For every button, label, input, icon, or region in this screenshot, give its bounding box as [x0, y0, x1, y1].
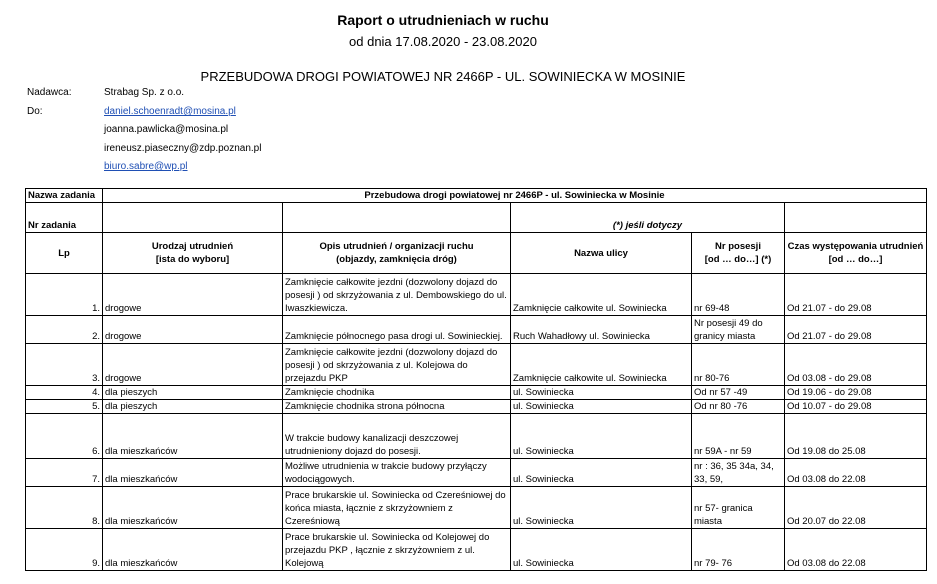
disruption-type: dla mieszkańców	[103, 414, 283, 459]
column-header-time: Czas występowania utrudnień [od … do…]	[785, 233, 927, 274]
column-header-lp: Lp	[26, 233, 103, 274]
time-period: Od 03.08 - do 29.08	[785, 344, 927, 386]
disruption-description: Zamknięcie północnego pasa drogi ul. Sowinieckiej.	[283, 316, 511, 344]
row-number: 6.	[26, 414, 103, 459]
time-period: Od 21.07 - do 29.08	[785, 274, 927, 316]
disruption-description: W trakcie budowy kanalizacji deszczowej utrudnieniony dojazd do posesji.	[283, 414, 511, 459]
street-name: ul. Sowiniecka	[511, 487, 692, 529]
table-row	[26, 459, 927, 487]
table-row	[26, 487, 927, 529]
table-row	[26, 529, 927, 571]
disruption-type: drogowe	[103, 274, 283, 316]
street-name: ul. Sowiniecka	[511, 459, 692, 487]
disruption-type: dla pieszych	[103, 400, 283, 414]
time-period: Od 19.06 - do 29.08	[785, 386, 927, 400]
street-name: Zamknięcie całkowite ul. Sowiniecka	[511, 344, 692, 386]
row-number: 7.	[26, 459, 103, 487]
if-applicable-note: (*) jeśli dotyczy	[511, 203, 785, 233]
table-row	[26, 344, 927, 386]
time-period: Od 20.07 do 22.08	[785, 487, 927, 529]
sender-value: Strabag Sp. z o.o.	[104, 87, 185, 98]
column-header-street: Nazwa ulicy	[511, 233, 692, 274]
table-row	[26, 274, 927, 316]
column-header-type: Urodzaj utrudnień [ista do wyboru]	[103, 233, 283, 274]
time-period: Od 03.08 do 22.08	[785, 459, 927, 487]
row-number: 5.	[26, 400, 103, 414]
task-number-label: Nr zadania	[26, 203, 103, 233]
disruption-description: Prace brukarskie ul. Sowiniecka od Kolejowej do przejazdu PKP , łącznie z skrzyżowniem z ul. Kolejową	[283, 529, 511, 571]
disruption-type: drogowe	[103, 344, 283, 386]
street-name: Ruch Wahadłowy ul. Sowiniecka	[511, 316, 692, 344]
recipient-email-link[interactable]: biuro.sabre@wp.pl	[104, 161, 188, 172]
street-name: ul. Sowiniecka	[511, 529, 692, 571]
property-number: Nr posesji 49 do granicy miasta	[692, 316, 785, 344]
property-number: nr 59A - nr 59	[692, 414, 785, 459]
recipient-email: joanna.pawlicka@mosina.pl	[104, 124, 229, 135]
project-title: PRZEBUDOWA DROGI POWIATOWEJ NR 2466P - UL. SOWINIECKA W MOSINIE	[200, 69, 686, 84]
disruption-type: dla mieszkańców	[103, 459, 283, 487]
row-number: 3.	[26, 344, 103, 386]
row-number: 2.	[26, 316, 103, 344]
report-title: Raport o utrudnieniach w ruchu	[337, 12, 549, 28]
column-header-description: Opis utrudnień / organizacji ruchu (objazdy, zamknięcia dróg)	[283, 233, 511, 274]
report-date-range: od dnia 17.08.2020 - 23.08.2020	[349, 34, 537, 49]
disruption-description: Zamknięcie całkowite jezdni (dozwolony dojazd do posesji ) od skrzyżowania z ul. Dembowskiego do ul. Iwaszkiewicza.	[283, 274, 511, 316]
disruption-description: Zamknięcie chodnika	[283, 386, 511, 400]
property-number: Od nr 57 -49	[692, 386, 785, 400]
recipients-label: Do:	[27, 106, 43, 117]
disruption-description: Zamknięcie chodnika strona północna	[283, 400, 511, 414]
disruption-type: drogowe	[103, 316, 283, 344]
property-number: nr 79- 76	[692, 529, 785, 571]
time-period: Od 03.08 do 22.08	[785, 529, 927, 571]
street-name: Zamknięcie całkowite ul. Sowiniecka	[511, 274, 692, 316]
time-period: Od 10.07 - do 29.08	[785, 400, 927, 414]
street-name: ul. Sowiniecka	[511, 414, 692, 459]
property-number: nr 57- granica miasta	[692, 487, 785, 529]
street-name: ul. Sowiniecka	[511, 400, 692, 414]
disruption-type: dla pieszych	[103, 386, 283, 400]
table-row	[26, 386, 927, 400]
sender-label: Nadawca:	[27, 87, 72, 98]
row-number: 9.	[26, 529, 103, 571]
disruption-description: Zamknięcie całkowite jezdni (dozwolony dojazd do posesji ) od skrzyżowania z ul. Kolejowa do przejazdu PKP	[283, 344, 511, 386]
recipient-email: ireneusz.piaseczny@zdp.poznan.pl	[104, 143, 262, 154]
row-number: 1.	[26, 274, 103, 316]
task-name-value: Przebudowa drogi powiatowej nr 2466P - ul. Sowiniecka w Mosinie	[103, 189, 927, 203]
row-number: 8.	[26, 487, 103, 529]
task-name-label: Nazwa zadania	[26, 189, 103, 203]
property-number: Od nr 80 -76	[692, 400, 785, 414]
property-number: nr 80-76	[692, 344, 785, 386]
time-period: Od 19.08 do 25.08	[785, 414, 927, 459]
table-row	[26, 316, 927, 344]
time-period: Od 21.07 - do 29.08	[785, 316, 927, 344]
disruptions-table	[25, 188, 927, 571]
disruption-description: Możliwe utrudnienia w trakcie budowy przyłączy wodociągowych.	[283, 459, 511, 487]
disruption-type: dla mieszkańców	[103, 529, 283, 571]
recipient-email-link[interactable]: daniel.schoenradt@mosina.pl	[104, 106, 236, 117]
row-number: 4.	[26, 386, 103, 400]
street-name: ul. Sowiniecka	[511, 386, 692, 400]
disruption-type: dla mieszkańców	[103, 487, 283, 529]
column-header-property-no: Nr posesji [od … do…] (*)	[692, 233, 785, 274]
table-row	[26, 414, 927, 459]
property-number: nr 69-48	[692, 274, 785, 316]
property-number: nr : 36, 35 34a, 34, 33, 59,	[692, 459, 785, 487]
disruption-description: Prace brukarskie ul. Sowiniecka od Czereśniowej do końca miasta, łącznie z skrzyżowniem z Czereśniową	[283, 487, 511, 529]
table-row	[26, 400, 927, 414]
